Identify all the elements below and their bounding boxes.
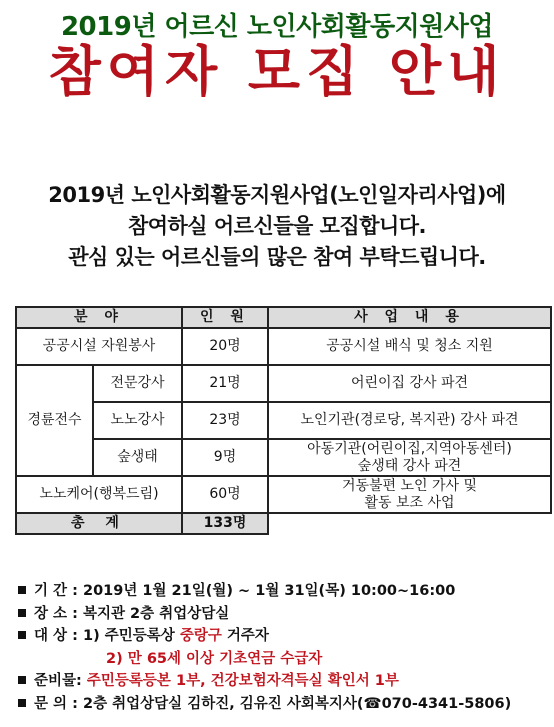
target-value-2: 2) 만 65세 이상 기초연금 수급자 [106, 650, 323, 667]
info-place: 장 소 : 복지관 2층 취업상담실 [18, 603, 511, 626]
row-field: 전문강사 [93, 365, 182, 402]
square-bullet-icon [18, 699, 26, 707]
table-row [16, 365, 551, 402]
table-row [16, 439, 551, 476]
row-content: 공공시설 배식 및 청소 지원 [268, 328, 551, 365]
row-content-line: 숲생태 강사 파견 [357, 457, 462, 474]
row-field: 노노강사 [93, 402, 182, 439]
table-total-row [16, 513, 551, 534]
period-value: 2019년 1월 21일(월) ~ 1월 31일(목) 10:00~16:00 [82, 583, 456, 599]
intro-line-1: 2019년 노인사회활동지원사업(노인일자리사업)에 [48, 183, 506, 207]
info-prep: 준비물: 주민등록등본 1부, 건강보험자격득실 확인서 1부 [18, 670, 511, 693]
table-header-row [16, 307, 551, 328]
info-contact: 문 의 : 2층 취업상담실 김하진, 김유진 사회복지사(☎070-4341-5806) [18, 693, 511, 716]
square-bullet-icon [18, 609, 26, 617]
header-count: 인 원 [182, 307, 268, 328]
row-field: 노노케어(행복드림) [16, 476, 182, 513]
table-row [16, 402, 551, 439]
table-row [16, 328, 551, 365]
row-field: 공공시설 자원봉사 [16, 328, 182, 365]
row-content [268, 476, 551, 513]
row-group: 경륜전수 [16, 365, 93, 476]
row-content: 노인기관(경로당, 복지관) 강사 파견 [268, 402, 551, 439]
total-label: 총 계 [16, 513, 182, 534]
place-value: 복지관 2층 취업상담실 [82, 605, 230, 622]
total-empty [268, 513, 551, 534]
row-content: 어린이집 강사 파견 [268, 365, 551, 402]
info-target: 대 상 : 1) 주민등록상 중랑구 거주자 [18, 625, 511, 648]
square-bullet-icon [18, 631, 26, 639]
recruitment-table [15, 306, 552, 535]
row-count: 9명 [182, 439, 268, 476]
square-bullet-icon [18, 676, 26, 684]
total-count: 133명 [182, 513, 268, 534]
info-section [18, 580, 511, 715]
header-field: 분 야 [16, 307, 182, 328]
table-row [16, 476, 551, 513]
intro-line-2: 참여하실 어르신들을 모집합니다. [127, 214, 427, 238]
intro-text [0, 180, 554, 273]
row-content-line: 아동기관(어린이집,지역아동센터) [307, 440, 512, 457]
row-count: 60명 [182, 476, 268, 513]
prep-value: 주민등록등본 1부, 건강보험자격득실 확인서 1부 [86, 673, 399, 689]
intro-line-3: 관심 있는 어르신들의 많은 참여 부탁드립니다. [68, 245, 486, 269]
page-subtitle: 2019년 어르신 노인사회활동지원사업 [60, 12, 494, 42]
square-bullet-icon [18, 586, 26, 594]
row-content [268, 439, 551, 476]
row-content-line: 활동 보조 사업 [364, 494, 455, 511]
page-title: 참여자 모집 안내 [48, 40, 506, 103]
row-count: 20명 [182, 328, 268, 365]
header-content: 사 업 내 용 [268, 307, 551, 328]
contact-value: 2층 취업상담실 김하진, 김유진 사회복지사(☎070-4341-5806) [82, 695, 512, 712]
row-count: 21명 [182, 365, 268, 402]
row-content-line: 거동불편 노인 가사 및 [341, 477, 478, 494]
info-period: 기 간 : 2019년 1월 21일(월) ~ 1월 31일(목) 10:00~16:00 [18, 580, 511, 603]
row-field: 숲생태 [93, 439, 182, 476]
target-value-1: 1) 주민등록상 중랑구 거주자 [82, 628, 269, 644]
row-count: 23명 [182, 402, 268, 439]
